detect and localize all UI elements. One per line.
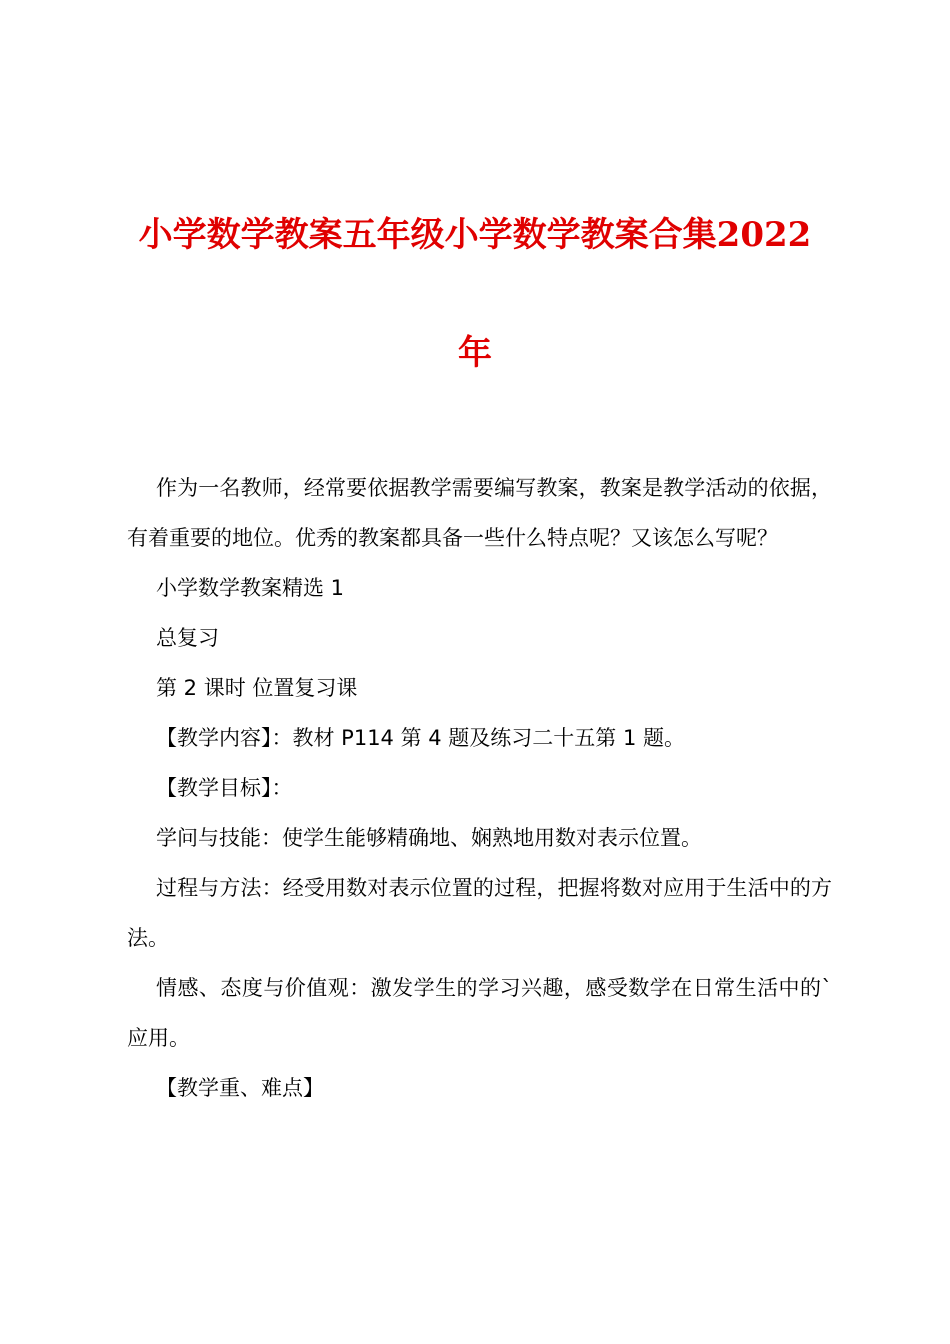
intro-paragraph: 作为一名教师，经常要依据教学需要编写教案，教案是教学活动的依据，有着重要的地位。优秀的教案都具备一些什么特点呢？又该怎么写呢？ [127,476,832,550]
unit-title: 总复习 [156,626,219,650]
goal-knowledge-skills: 学问与技能：使学生能够精确地、娴熟地用数对表示位置。 [156,826,702,850]
teaching-goals-heading: 【教学目标】： [156,776,293,800]
section-heading: 小学数学教案精选 1 [156,576,345,600]
document-title-line-1: 小学数学教案五年级小学数学教案合集2022 [138,215,812,255]
goal-process-methods: 过程与方法：经受用数对表示位置的过程，把握将数对应用于生活中的方法。 [127,876,832,950]
lesson-title: 第 2 课时 位置复习课 [156,676,358,700]
document-title-line-2: 年 [458,333,492,373]
document-body [127,463,832,1113]
key-difficult-points-heading: 【教学重、难点】 [156,1076,324,1100]
teaching-content: 【教学内容】：教材 P114 第 4 题及练习二十五第 1 题。 [156,726,686,750]
goal-attitudes-values: 情感、态度与价值观：激发学生的学习兴趣，感受数学在日常生活中的`应用。 [127,976,832,1050]
